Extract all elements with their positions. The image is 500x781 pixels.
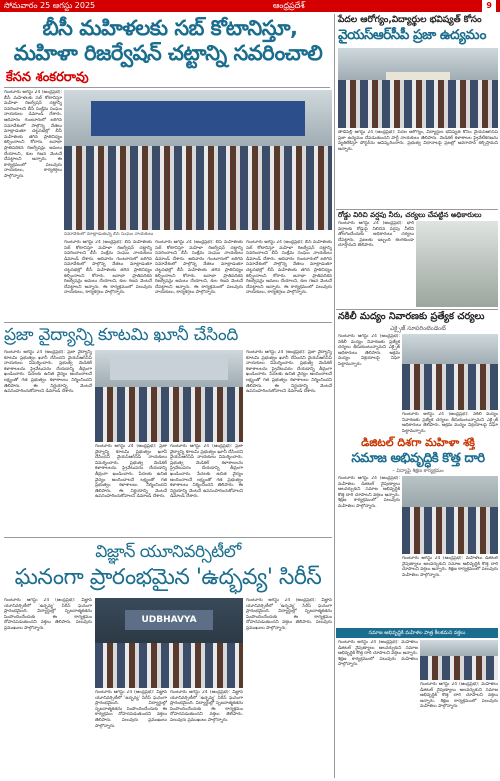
right-mid2-photo <box>402 334 498 410</box>
right-bottom-body-4: గుంటూరు ఆగస్టు 24 (ఆంధ్రప్రభ): మహిళలు డిజిటల్ నైపుణ్యాలు అలవర్చుకుని సమాజ అభివృద్ధికి కొత్త దారి చూపాలని వక్తలు అన్నారు. శిక్షణ కార్యక్రమంలో పలువురు మహిళలు పాల్గొన్నారు. <box>420 682 498 710</box>
masthead-section: ఆంధ్రప్రదేశ్ <box>272 1 305 10</box>
right-bottom-kicker: డిజిటల్ దిశగా మహిళా శక్తి <box>361 436 475 449</box>
bottom-headline-1: విజ్ఞాన్ యూనివర్సిటీలో <box>95 542 241 562</box>
bottom-photo-banner: UDBHAVYA <box>125 610 213 630</box>
middle-body-col4: గుంటూరు ఆగస్టు 24 (ఆంధ్రప్రభ): ప్రజా వైద్యాన్ని కూటమి ప్రభుత్వం ఖూనీ చేసిందని వైయస్ఆర్‌సీపీ నాయకులు విమర్శించారు. ప్రభుత్వ మెడికల్ కళాశాలలను ప్రైవేటుపరం చేయడాన్ని తీవ్రంగా ఖండించారు. పేదలకు ఉచిత వైద్యం అందించాలనే లక్ష్యంతో గత ప్రభుత్వం కళాశాలలు నిర్మించిందని తెలిపారు. ఈ నిర్ణయాన్ని వెంటనే ఉపసంహరించుకోవాలని డిమాండ్ చేశారు. <box>246 350 332 395</box>
right-bottom-photo <box>402 476 498 554</box>
right-mid2-body-2: గుంటూరు ఆగస్టు 24 (ఆంధ్రప్రభ): నకిలీ మద్యం నివారణకు ప్రత్యేక చర్యలు తీసుకుంటున్నామని ఎక్సైజ్ అధికారులు తెలిపారు. అక్రమ మద్యం విక్రయాలపై నిఘా పెట్టామన్నారు. <box>402 412 498 434</box>
right-bottom-footer: సమాజ అభివృద్ధికి మహిళల పాత్ర కీలకమని వక్తలు <box>336 628 498 638</box>
masthead-bar <box>0 0 500 12</box>
page-number: 9 <box>482 0 496 12</box>
right-bottom-photo-2 <box>420 640 498 680</box>
bottom-body-col3: గుంటూరు ఆగస్టు 24 (ఆంధ్రప్రభ): విజ్ఞాన్ యూనివర్సిటీలో 'ఉద్భవ్య' సిరీస్ ఘనంగా ప్రారంభమైంది. విద్యార్థుల్లో సృజనాత్మకతను పెంపొందించేందుకు ఈ కార్యక్రమం దోహదపడుతుందని వక్తలు తెలిపారు. పలువురు ప్రముఖులు పాల్గొన్నారు. <box>170 690 243 723</box>
middle-body-col2: గుంటూరు ఆగస్టు 24 (ఆంధ్రప్రభ): ప్రజా వైద్యాన్ని కూటమి ప్రభుత్వం ఖూనీ చేసిందని వైయస్ఆర్‌సీపీ నాయకులు విమర్శించారు. ప్రభుత్వ మెడికల్ కళాశాలలను ప్రైవేటుపరం చేయడాన్ని తీవ్రంగా ఖండించారు. పేదలకు ఉచిత వైద్యం అందించాలనే లక్ష్యంతో గత ప్రభుత్వం కళాశాలలు నిర్మించిందని తెలిపారు. ఈ నిర్ణయాన్ని వెంటనే ఉపసంహరించుకోవాలని డిమాండ్ చేశారు. <box>95 444 167 500</box>
right-top-photo <box>338 48 498 128</box>
main-author: కేసన శంకరరావు <box>6 70 89 85</box>
right-bottom-body-2: గుంటూరు ఆగస్టు 24 (ఆంధ్రప్రభ): మహిళలు డిజిటల్ నైపుణ్యాలు అలవర్చుకుని సమాజ అభివృద్ధికి కొత్త దారి చూపాలని వక్తలు అన్నారు. శిక్షణ కార్యక్రమంలో పలువురు మహిళలు పాల్గొన్నారు. <box>402 556 498 578</box>
right-mid-headline: రోడ్డు విరిచి వర్షపు నీరు, చర్యలు చేపట్టిన అధికారులు <box>338 211 482 219</box>
main-headline-1: బీసీ మహిళలకు సబ్ కోటానిస్తూ, <box>42 16 298 40</box>
bottom-body-col2: గుంటూరు ఆగస్టు 24 (ఆంధ్రప్రభ): విజ్ఞాన్ యూనివర్సిటీలో 'ఉద్భవ్య' సిరీస్ ఘనంగా ప్రారంభమైంది. విద్యార్థుల్లో సృజనాత్మకతను పెంపొందించేందుకు ఈ కార్యక్రమం దోహదపడుతుందని వక్తలు తెలిపారు. పలువురు ప్రముఖులు పాల్గొన్నారు. <box>95 690 167 729</box>
right-top-kicker: పేదల ఆరోగ్యం,విద్యార్థుల భవిష్యత్ కోసం <box>338 15 482 25</box>
main-body-col1: గుంటూరు ఆగస్టు 24 (ఆంధ్రప్రభ): బీసీ మహిళలకు సబ్ కోటానిస్తూ మహిళా రిజర్వేషన్ చట్టాన్ని సవరించాలని బీసీ సంక్షేమ సంఘం నాయకులు డిమాండ్ చేశారు. ఆదివారం గుంటూరులో జరిగిన సమావేశంలో పాల్గొన్న నేతలు మాట్లాడుతూ చట్టసభల్లో బీసీ మహిళలకు తగిన ప్రాతినిధ్యం కల్పించాలని కోరారు. జనాభా ప్రాతిపదికన రిజర్వేషన్లు అమలు చేయాలని, కుల గణన వెంటనే చేపట్టాలని అన్నారు. ఈ కార్యక్రమంలో పలువురు నాయకులు, కార్యకర్తలు పాల్గొన్నారు. <box>4 90 62 179</box>
right-mid-body: గుంటూరు ఆగస్టు 24 (ఆంధ్రప్రభ): భారీ వర్షాలకు రోడ్డుపై నిలిచిన వర్షపు నీటిని తొలగించేందుకు అధికారులు చర్యలు చేపట్టారు. ప్రజలకు ఇబ్బంది కలగకుండా చూస్తామని తెలిపారు. <box>338 221 414 249</box>
main-body-col2: గుంటూరు ఆగస్టు 24 (ఆంధ్రప్రభ): బీసీ మహిళలకు సబ్ కోటానిస్తూ మహిళా రిజర్వేషన్ చట్టాన్ని సవరించాలని బీసీ సంక్షేమ సంఘం నాయకులు డిమాండ్ చేశారు. ఆదివారం గుంటూరులో జరిగిన సమావేశంలో పాల్గొన్న నేతలు మాట్లాడుతూ చట్టసభల్లో బీసీ మహిళలకు తగిన ప్రాతినిధ్యం కల్పించాలని కోరారు. జనాభా ప్రాతిపదికన రిజర్వేషన్లు అమలు చేయాలని, కుల గణన వెంటనే చేపట్టాలని అన్నారు. ఈ కార్యక్రమంలో పలువురు నాయకులు, కార్యకర్తలు పాల్గొన్నారు. <box>64 240 152 296</box>
middle-headline: ప్రజా వైద్యాన్ని కూటమి ఖూనీ చేసింది <box>4 325 239 345</box>
right-top-body: తాడేపల్లి ఆగస్టు 24 (ఆంధ్రప్రభ): పేదల ఆరోగ్యం, విద్యార్థుల భవిష్యత్ కోసం వైయస్ఆర్‌సీపీ ప్రజా ఉద్యమం చేపడుతుందని పార్టీ నాయకులు తెలిపారు. మెడికల్ కళాశాలల ప్రైవేటీకరణను వ్యతిరేకిస్తూ పోస్టర్‌ను ఆవిష్కరించారు. ప్రభుత్వ విధానాలపై ప్రజల్లో అవగాహన కల్పిస్తామని అన్నారు. <box>338 130 498 152</box>
main-photo <box>64 90 332 230</box>
right-bottom-byline: – విద్యాపై శిక్షణ కార్యక్రమం <box>392 468 444 474</box>
main-headline-2: మహిళా రిజర్వేషన్ చట్టాన్ని సవరించాలి <box>13 41 323 65</box>
middle-photo <box>95 350 243 442</box>
right-bottom-body: గుంటూరు ఆగస్టు 24 (ఆంధ్రప్రభ): మహిళలు డిజిటల్ నైపుణ్యాలు అలవర్చుకుని సమాజ అభివృద్ధికి కొత్త దారి చూపాలని వక్తలు అన్నారు. శిక్షణ కార్యక్రమంలో పలువురు మహిళలు పాల్గొన్నారు. <box>338 476 400 509</box>
middle-body-col1: గుంటూరు ఆగస్టు 24 (ఆంధ్రప్రభ): ప్రజా వైద్యాన్ని కూటమి ప్రభుత్వం ఖూనీ చేసిందని వైయస్ఆర్‌సీపీ నాయకులు విమర్శించారు. ప్రభుత్వ మెడికల్ కళాశాలలను ప్రైవేటుపరం చేయడాన్ని తీవ్రంగా ఖండించారు. పేదలకు ఉచిత వైద్యం అందించాలనే లక్ష్యంతో గత ప్రభుత్వం కళాశాలలు నిర్మించిందని తెలిపారు. ఈ నిర్ణయాన్ని వెంటనే ఉపసంహరించుకోవాలని డిమాండ్ చేశారు. <box>4 350 92 395</box>
middle-body-col3: గుంటూరు ఆగస్టు 24 (ఆంధ్రప్రభ): ప్రజా వైద్యాన్ని కూటమి ప్రభుత్వం ఖూనీ చేసిందని వైయస్ఆర్‌సీపీ నాయకులు విమర్శించారు. ప్రభుత్వ మెడికల్ కళాశాలలను ప్రైవేటుపరం చేయడాన్ని తీవ్రంగా ఖండించారు. పేదలకు ఉచిత వైద్యం అందించాలనే లక్ష్యంతో గత ప్రభుత్వం కళాశాలలు నిర్మించిందని తెలిపారు. ఈ నిర్ణయాన్ని వెంటనే ఉపసంహరించుకోవాలని డిమాండ్ చేశారు. <box>170 444 243 500</box>
bottom-headline-2: ఘనంగా ప్రారంభమైన 'ఉద్భవ్య' సిరీస్ <box>14 565 322 590</box>
right-mid2-sub: ఎక్సైజ్ సూపరింటెండెంట్ <box>390 325 446 332</box>
right-mid-photo <box>416 221 498 307</box>
right-mid2-headline: నకిలీ మద్యం నివారణకు ప్రత్యేక చర్యలు <box>338 311 485 322</box>
main-body-col3: గుంటూరు ఆగస్టు 24 (ఆంధ్రప్రభ): బీసీ మహిళలకు సబ్ కోటానిస్తూ మహిళా రిజర్వేషన్ చట్టాన్ని సవరించాలని బీసీ సంక్షేమ సంఘం నాయకులు డిమాండ్ చేశారు. ఆదివారం గుంటూరులో జరిగిన సమావేశంలో పాల్గొన్న నేతలు మాట్లాడుతూ చట్టసభల్లో బీసీ మహిళలకు తగిన ప్రాతినిధ్యం కల్పించాలని కోరారు. జనాభా ప్రాతిపదికన రిజర్వేషన్లు అమలు చేయాలని, కుల గణన వెంటనే చేపట్టాలని అన్నారు. ఈ కార్యక్రమంలో పలువురు నాయకులు, కార్యకర్తలు పాల్గొన్నారు. <box>155 240 243 296</box>
bottom-body-col1: గుంటూరు ఆగస్టు 24 (ఆంధ్రప్రభ): విజ్ఞాన్ యూనివర్సిటీలో 'ఉద్భవ్య' సిరీస్ ఘనంగా ప్రారంభమైంది. విద్యార్థుల్లో సృజనాత్మకతను పెంపొందించేందుకు ఈ కార్యక్రమం దోహదపడుతుందని వక్తలు తెలిపారు. పలువురు ప్రముఖులు పాల్గొన్నారు. <box>4 598 92 631</box>
main-body-col4: గుంటూరు ఆగస్టు 24 (ఆంధ్రప్రభ): బీసీ మహిళలకు సబ్ కోటానిస్తూ మహిళా రిజర్వేషన్ చట్టాన్ని సవరించాలని బీసీ సంక్షేమ సంఘం నాయకులు డిమాండ్ చేశారు. ఆదివారం గుంటూరులో జరిగిన సమావేశంలో పాల్గొన్న నేతలు మాట్లాడుతూ చట్టసభల్లో బీసీ మహిళలకు తగిన ప్రాతినిధ్యం కల్పించాలని కోరారు. జనాభా ప్రాతిపదికన రిజర్వేషన్లు అమలు చేయాలని, కుల గణన వెంటనే చేపట్టాలని అన్నారు. ఈ కార్యక్రమంలో పలువురు నాయకులు, కార్యకర్తలు పాల్గొన్నారు. <box>246 240 332 296</box>
right-bottom-headline: సమాజ అభివృద్ధికి కొత్త దారి <box>351 451 485 466</box>
bottom-body-col4: గుంటూరు ఆగస్టు 24 (ఆంధ్రప్రభ): విజ్ఞాన్ యూనివర్సిటీలో 'ఉద్భవ్య' సిరీస్ ఘనంగా ప్రారంభమైంది. విద్యార్థుల్లో సృజనాత్మకతను పెంపొందించేందుకు ఈ కార్యక్రమం దోహదపడుతుందని వక్తలు తెలిపారు. పలువురు ప్రముఖులు పాల్గొన్నారు. <box>246 598 332 631</box>
right-mid2-body: గుంటూరు ఆగస్టు 24 (ఆంధ్రప్రభ): నకిలీ మద్యం నివారణకు ప్రత్యేక చర్యలు తీసుకుంటున్నామని ఎక్సైజ్ అధికారులు తెలిపారు. అక్రమ మద్యం విక్రయాలపై నిఘా పెట్టామన్నారు. <box>338 334 400 367</box>
main-photo-caption: సమావేశంలో మాట్లాడుతున్న బీసీ సంఘం నాయకులు <box>64 232 154 237</box>
masthead-date: సోమవారం 25 ఆగస్టు 2025 <box>4 1 96 10</box>
right-top-headline: వైయస్ఆర్‌సీపీ ప్రజా ఉద్యమం <box>338 27 486 43</box>
right-bottom-body-3: గుంటూరు ఆగస్టు 24 (ఆంధ్రప్రభ): మహిళలు డిజిటల్ నైపుణ్యాలు అలవర్చుకుని సమాజ అభివృద్ధికి కొత్త దారి చూపాలని వక్తలు అన్నారు. శిక్షణ కార్యక్రమంలో పలువురు మహిళలు పాల్గొన్నారు. <box>338 640 418 668</box>
bottom-photo <box>95 598 243 688</box>
